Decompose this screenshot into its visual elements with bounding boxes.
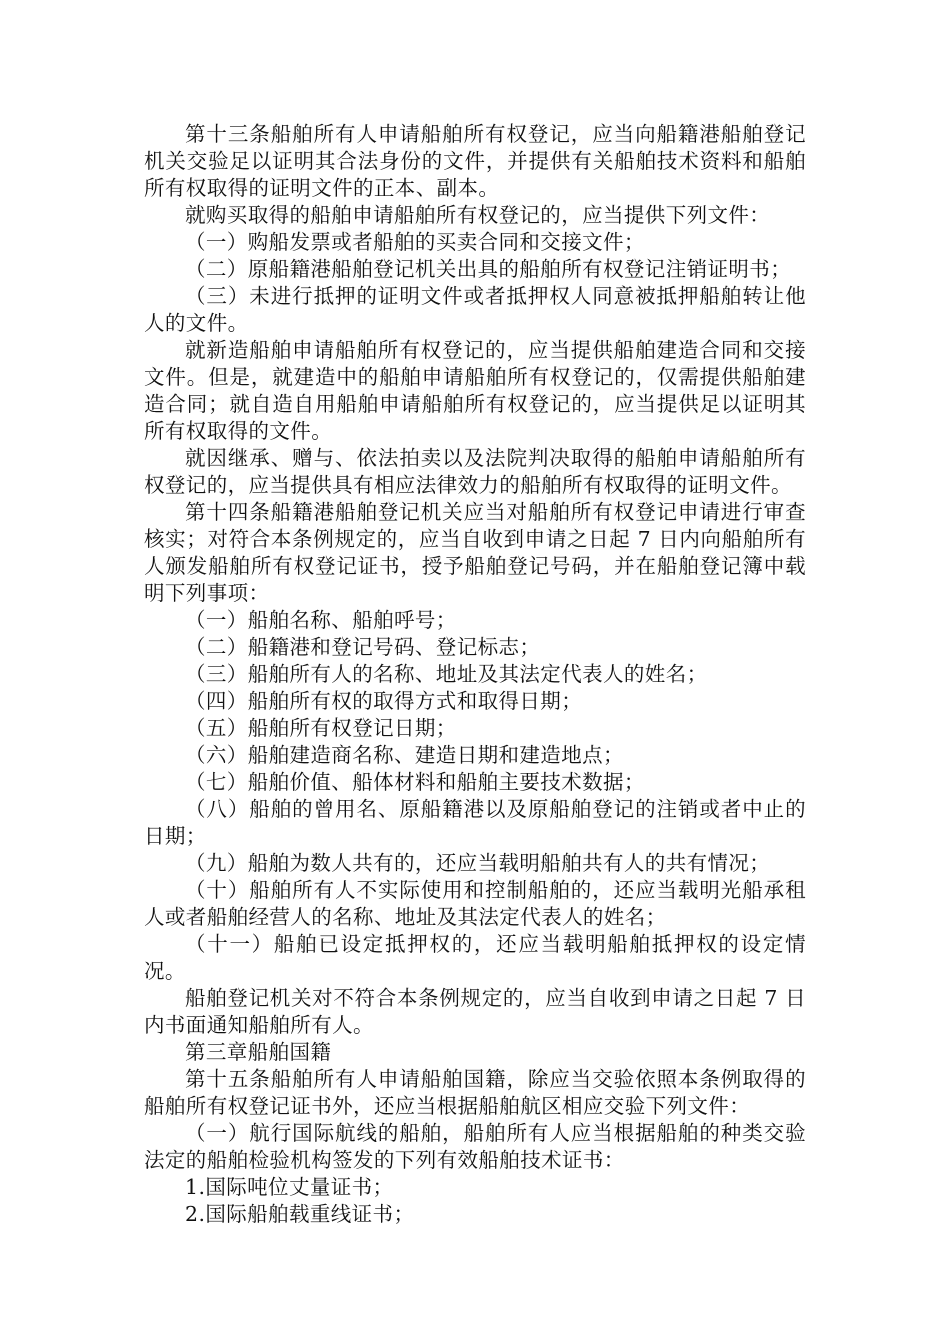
list-item: （九）船舶为数人共有的，还应当载明船舶共有人的共有情况； [185, 851, 771, 875]
list-item: （三）船舶所有人的名称、地址及其法定代表人的姓名； [185, 662, 708, 686]
paragraph-article-14: 第十四条船籍港船舶登记机关应当对船舶所有权登记申请进行审查核实；对符合本条例规定的，应当自收到申请之日起 7 日内向船舶所有人颁发船舶所有权登记证书，授予船舶登记号码，并在船舶登记簿中载明下列事项： [144, 500, 806, 605]
list-item: （十一）船舶已设定抵押权的，还应当载明船舶抵押权的设定情况。 [144, 932, 806, 983]
paragraph-article-13: 第十三条船舶所有人申请船舶所有权登记，应当向船籍港船舶登记机关交验足以证明其合法身份的文件，并提供有关船舶技术资料和船舶所有权取得的证明文件的正本、副本。 [144, 122, 806, 200]
list-item: （一）船舶名称、船舶呼号； [185, 608, 457, 632]
list-item: （八）船舶的曾用名、原船籍港以及原船舶登记的注销或者中止的日期； [144, 797, 806, 848]
list-item: （三）未进行抵押的证明文件或者抵押权人同意被抵押船舶转让他人的文件。 [144, 284, 806, 335]
paragraph-new-build: 就新造船舶申请船舶所有权登记的，应当提供船舶建造合同和交接文件。但是，就建造中的船舶申请船舶所有权登记的，仅需提供船舶建造合同；就自造自用船舶申请船舶所有权登记的，应当提供足以证明其所有权取得的文件。 [144, 338, 806, 443]
list-item: （十）船舶所有人不实际使用和控制船舶的，还应当载明光船承租人或者船舶经营人的名称、地址及其法定代表人的姓名； [144, 878, 806, 929]
paragraph-purchase-docs: 就购买取得的船舶申请船舶所有权登记的，应当提供下列文件： [185, 203, 771, 227]
list-item: （二）原船籍港船舶登记机关出具的船舶所有权登记注销证明书； [185, 257, 792, 281]
list-item: （二）船籍港和登记号码、登记标志； [185, 635, 541, 659]
paragraph-inheritance: 就因继承、赠与、依法拍卖以及法院判决取得的船舶申请船舶所有权登记的，应当提供具有相应法律效力的船舶所有权取得的证明文件。 [144, 446, 806, 497]
list-item: （一）航行国际航线的船舶，船舶所有人应当根据船舶的种类交验法定的船舶检验机构签发的下列有效船舶技术证书： [144, 1121, 806, 1172]
chapter-heading: 第三章船舶国籍 [185, 1040, 332, 1064]
list-item: （六）船舶建造商名称、建造日期和建造地点； [185, 743, 624, 767]
document-body [144, 121, 806, 1228]
paragraph-rejection-notice: 船舶登记机关对不符合本条例规定的，应当自收到申请之日起 7 日内书面通知船舶所有人。 [144, 986, 806, 1037]
list-item: （七）船舶价值、船体材料和船舶主要技术数据； [185, 770, 645, 794]
list-item: （四）船舶所有权的取得方式和取得日期； [185, 689, 583, 713]
list-item: （五）船舶所有权登记日期； [185, 716, 457, 740]
list-item: 1.国际吨位丈量证书； [185, 1175, 394, 1199]
list-item: 2.国际船舶载重线证书； [185, 1202, 415, 1226]
paragraph-article-15: 第十五条船舶所有人申请船舶国籍，除应当交验依照本条例取得的船舶所有权登记证书外，还应当根据船舶航区相应交验下列文件： [144, 1067, 806, 1118]
list-item: （一）购船发票或者船舶的买卖合同和交接文件； [185, 230, 645, 254]
